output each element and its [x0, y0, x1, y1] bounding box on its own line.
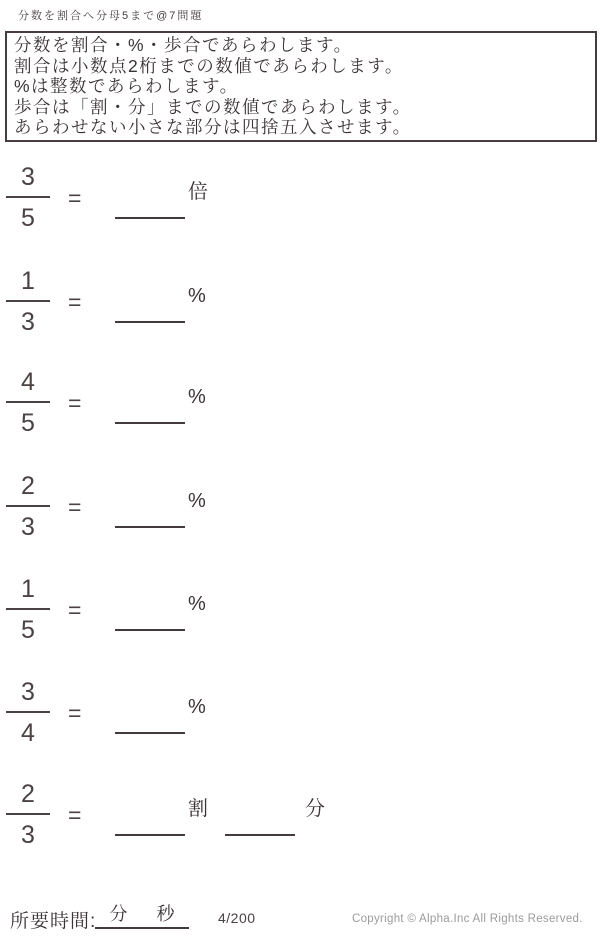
fraction [6, 465, 50, 547]
fraction [6, 156, 50, 238]
equals-sign: = [68, 289, 82, 315]
fraction-numerator: 3 [6, 671, 50, 713]
instruction-line: 割合は小数点2桁までの数値であらわします。 [14, 55, 404, 76]
unit-label: 倍 [188, 181, 208, 203]
problem-row-3 [0, 361, 600, 453]
instruction-line: あらわせない小さな部分は四捨五入させます。 [14, 117, 412, 138]
fraction [6, 671, 50, 753]
equals-sign: = [68, 597, 82, 623]
time-answer-blank[interactable] [95, 903, 189, 929]
copyright-notice: Copyright © Alpha.Inc All Rights Reserved. [352, 913, 583, 925]
fraction-numerator: 2 [6, 465, 50, 507]
fraction-numerator: 3 [6, 156, 50, 198]
unit-label: 分 [305, 798, 325, 820]
answer-blank[interactable] [115, 614, 185, 631]
instruction-line: %は整数であらわします。 [14, 76, 239, 97]
fraction-numerator: 1 [6, 260, 50, 302]
equals-sign: = [68, 494, 82, 520]
problem-row-7 [0, 773, 600, 865]
equals-sign: = [68, 802, 82, 828]
answer-blank[interactable] [225, 819, 295, 836]
answer-blank[interactable] [115, 511, 185, 528]
answer-blank[interactable] [115, 202, 185, 219]
answer-blank[interactable] [115, 407, 185, 424]
instruction-line: 分数を割合・%・歩合であらわします。 [14, 35, 353, 55]
fraction-numerator: 4 [6, 361, 50, 403]
fraction-numerator: 1 [6, 568, 50, 610]
answer-blank[interactable] [115, 717, 185, 734]
unit-label: % [188, 490, 206, 512]
answer-blank[interactable] [115, 819, 185, 836]
problem-row-5 [0, 568, 600, 660]
answer-blank[interactable] [115, 306, 185, 323]
equals-sign: = [68, 185, 82, 211]
fraction-denominator: 4 [21, 719, 35, 747]
fraction-numerator: 2 [6, 773, 50, 815]
problem-row-2 [0, 260, 600, 352]
fraction [6, 361, 50, 443]
problem-row-6 [0, 671, 600, 763]
fraction [6, 260, 50, 342]
fraction-denominator: 3 [21, 308, 35, 336]
unit-label: % [188, 593, 206, 615]
fraction [6, 568, 50, 650]
instruction-line: 歩合は「割・分」までの数値であらわします。 [14, 96, 412, 117]
seconds-unit-label: 秒 [156, 904, 175, 924]
fraction-denominator: 5 [21, 409, 35, 437]
equals-sign: = [68, 390, 82, 416]
page-number: 4/200 [218, 910, 256, 926]
unit-label: 割 [188, 798, 208, 820]
fraction [6, 773, 50, 855]
unit-label: % [188, 696, 206, 718]
fraction-denominator: 3 [21, 821, 35, 849]
fraction-denominator: 3 [21, 513, 35, 541]
problem-row-4 [0, 465, 600, 557]
equals-sign: = [68, 700, 82, 726]
page-title: 分数を割合へ分母5まで@7問題 [18, 10, 204, 22]
minutes-unit-label: 分 [109, 904, 128, 924]
instruction-box [5, 31, 597, 142]
unit-label: % [188, 386, 206, 408]
problem-row-1 [0, 156, 600, 248]
fraction-denominator: 5 [21, 204, 35, 232]
unit-label: % [188, 285, 206, 307]
time-required-label: 所要時間: [10, 911, 97, 932]
fraction-denominator: 5 [21, 616, 35, 644]
